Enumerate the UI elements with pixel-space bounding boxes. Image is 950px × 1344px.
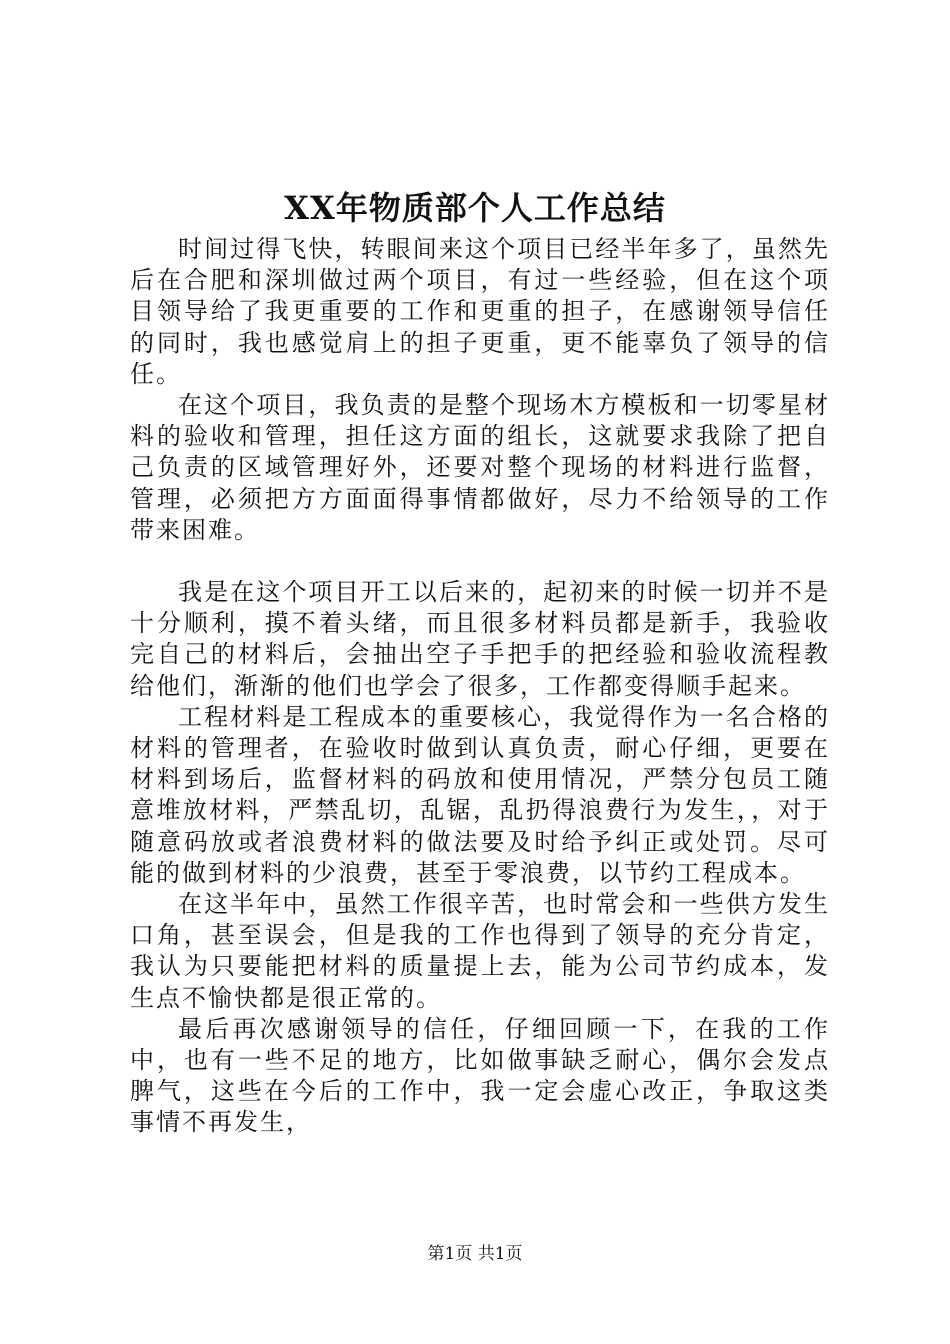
paragraph-4: 工程材料是工程成本的重要核心，我觉得作为一名合格的材料的管理者，在验收时做到认真负责，耐心仔细，更要在材料到场后，监督材料的码放和使用情况，严禁分包员工随意堆放材料，严禁乱切，乱锯，乱扔得浪费行为发生，，对于随意码放或者浪费材料的做法要及时给予纠正或处罚。尽可能的做到材料的少浪费，甚至于零浪费，以节约工程成本。 <box>130 702 830 887</box>
page-number-footer: 第1页 共1页 <box>427 1244 523 1264</box>
document-title: XX年物质部个人工作总结 <box>284 189 666 227</box>
paragraph-6: 最后再次感谢领导的信任，仔细回顾一下，在我的工作中，也有一些不足的地方，比如做事缺乏耐心，偶尔会发点脾气，这些在今后的工作中，我一定会虚心改正，争取这类事情不再发生， <box>130 1014 830 1137</box>
paragraph-2: 在这个项目，我负责的是整个现场木方模板和一切零星材料的验收和管理，担任这方面的组长，这就要求我除了把自己负责的区域管理好外，还要对整个现场的材料进行监督，管理，必须把方方面面得事情都做好，尽力不给领导的工作带来困难。 <box>130 391 830 544</box>
paragraph-1: 时间过得飞快，转眼间来这个项目已经半年多了，虽然先后在合肥和深圳做过两个项目，有过一些经验，但在这个项目领导给了我更重要的工作和更重的担子，在感谢领导信任的同时，我也感觉肩上的担子更重，更不能辜负了领导的信任。 <box>130 235 830 388</box>
paragraph-3: 我是在这个项目开工以后来的，起初来的时候一切并不是十分顺利，摸不着头绪，而且很多材料员都是新手，我验收完自己的材料后，会抽出空子手把手的把经验和验收流程教给他们，渐渐的他们也学会了很多，工作都变得顺手起来。 <box>130 578 830 700</box>
document-body <box>130 234 830 1139</box>
paragraph-5: 在这半年中，虽然工作很辛苦，也时常会和一些供方发生口角，甚至误会，但是我的工作也得到了领导的充分肯定，我认为只要能把材料的质量提上去，能为公司节约成本，发生点不愉快都是很正常的。 <box>130 890 830 1012</box>
